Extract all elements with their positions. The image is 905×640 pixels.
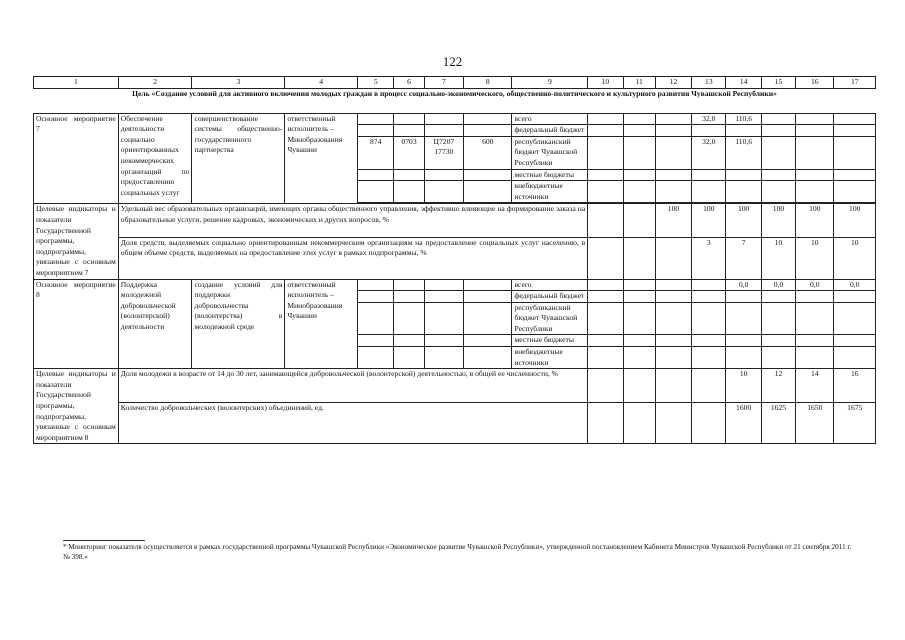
m7-src-rep: республиканский бюджет Чувашской Республики — [512, 136, 588, 169]
m7-src-ext: внебюджетные источники — [512, 181, 588, 203]
col-10: 10 — [588, 77, 623, 89]
col-14: 14 — [726, 77, 761, 89]
col-4: 4 — [285, 77, 358, 89]
col-5: 5 — [358, 77, 394, 89]
ind7-text-1: Удельный вес образовательных организаций, имеющих органы общественного управления, эффективно влияющие на формирование заказа на образовательные услуги, решение кадровых, экономических и других вопросов, % — [118, 204, 587, 237]
m7-exec: ответственный исполнитель – Минобразования Чувашии — [285, 113, 358, 204]
ind7-2-v16: 10 — [796, 237, 834, 279]
m8-name: Основное мероприятие 8 — [34, 279, 119, 369]
ind7-row-2 — [34, 237, 876, 279]
ind7-2-v17: 10 — [834, 237, 876, 279]
m7-vr: 600 — [464, 136, 512, 169]
ind8-1-v15: 12 — [761, 369, 795, 403]
ind7-2-v13: 3 — [692, 237, 726, 279]
m7-src-loc: местные бюджеты — [512, 169, 588, 181]
m8-src-total: всего — [512, 279, 588, 291]
m7-total-13: 32,0 — [692, 113, 726, 125]
m8-src-ext: внебюджетные источники — [512, 347, 588, 369]
m7-title: Обеспечение деятельности социально ориентированных некоммерческих организаций по предоставлению социальных услуг — [118, 113, 192, 204]
m8-total-14: 0,0 — [726, 279, 761, 291]
ind7-row-1 — [34, 204, 876, 237]
m8-total-15: 0,0 — [761, 279, 795, 291]
goal-text: Цель «Создание условий для активного включения молодых граждан в процесс социально-экономического, общественно-политического и культурного развития Чувашской Республики» — [34, 88, 876, 113]
col-6: 6 — [394, 77, 424, 89]
m7-total-14: 110,6 — [726, 113, 761, 125]
m8-total-16: 0,0 — [796, 279, 834, 291]
program-table — [33, 76, 876, 444]
m8-row-total — [34, 279, 876, 291]
m7-grbs: 874 — [358, 136, 394, 169]
m8-src-fed: федеральный бюджет — [512, 291, 588, 303]
ind7-2-v14: 7 — [726, 237, 761, 279]
footnote-divider — [63, 540, 145, 541]
m7-row-total — [34, 113, 876, 125]
col-17: 17 — [834, 77, 876, 89]
ind7-1-v15: 100 — [761, 204, 795, 237]
m8-title: Поддержка молодежной добровольческой (волонтерской) деятельности — [118, 279, 192, 369]
m7-rzpr: 0703 — [394, 136, 424, 169]
col-12: 12 — [655, 77, 691, 89]
ind8-2-v16: 1650 — [796, 403, 834, 444]
ind7-text-2: Доля средств, выделяемых социально ориентированным некоммерческим организациям на предоставление социальных услуг населению, в общем объеме средств, выделяемых на предоставление этих услуг в рамках подпрограммы, % — [118, 237, 587, 279]
m7-rep-13: 32,0 — [692, 136, 726, 169]
m8-src-loc: местные бюджеты — [512, 335, 588, 347]
ind7-label: Целевые индикаторы и показатели Государственной программы, подпрограммы, увязанные с основным мероприятием 7 — [34, 204, 119, 279]
ind8-2-v14: 1600 — [726, 403, 761, 444]
m7-name: Основное мероприятие 7 — [34, 113, 119, 204]
ind8-2-v15: 1625 — [761, 403, 795, 444]
m7-rep-14: 110,6 — [726, 136, 761, 169]
col-9: 9 — [512, 77, 588, 89]
m8-exec: ответственный исполнитель – Минобразования Чувашии — [285, 279, 358, 369]
m7-src-fed: федеральный бюджет — [512, 125, 588, 137]
page-number: 122 — [442, 54, 463, 69]
col-1: 1 — [34, 77, 119, 89]
ind8-text-1: Доля молодежи в возрасте от 14 до 30 лет, занимающейся добровольческой (волонтерской) деятельностью, в общей ее численности, % — [118, 369, 587, 403]
ind8-row-1 — [34, 369, 876, 403]
ind7-1-v13: 100 — [692, 204, 726, 237]
ind8-1-v16: 14 — [796, 369, 834, 403]
ind8-label: Целевые индикаторы и показатели Государственной программы, подпрограммы, увязанные с основным мероприятием 8 — [34, 369, 119, 444]
goal-row — [34, 88, 876, 113]
ind7-1-v17: 100 — [834, 204, 876, 237]
m8-src-rep: республиканский бюджет Чувашской Республики — [512, 302, 588, 335]
m7-desc: совершенствование системы общественно-государственного партнерства — [192, 113, 285, 204]
ind8-text-2: Количество добровольческих (волонтерских) объединений, ед. — [118, 403, 587, 444]
m7-src-total: всего — [512, 113, 588, 125]
col-3: 3 — [192, 77, 285, 89]
ind7-1-v16: 100 — [796, 204, 834, 237]
col-15: 15 — [761, 77, 795, 89]
footnote: * Мониторинг показателя осуществляется в рамках государственной программы Чувашской Республики «Экономическое развитие Чувашской Республики», утвержденной постановлением Кабинета Министров Чувашской Республики от 21 сентября 2011 г. № 398.» — [63, 543, 852, 561]
col-2: 2 — [118, 77, 192, 89]
m7-csr: Ц7207 17730 — [424, 136, 463, 169]
ind7-1-v12: 100 — [655, 204, 691, 237]
ind7-1-v14: 100 — [726, 204, 761, 237]
column-number-row — [34, 77, 876, 89]
ind8-2-v17: 1675 — [834, 403, 876, 444]
col-16: 16 — [796, 77, 834, 89]
col-11: 11 — [623, 77, 655, 89]
col-13: 13 — [692, 77, 726, 89]
ind8-1-v14: 10 — [726, 369, 761, 403]
m8-desc: создание условий для поддержки добровольчества (волонтерства) в молодежной среде — [192, 279, 285, 369]
m8-total-17: 0,0 — [834, 279, 876, 291]
col-7: 7 — [424, 77, 463, 89]
ind8-row-2 — [34, 403, 876, 444]
ind8-1-v17: 16 — [834, 369, 876, 403]
ind7-2-v15: 10 — [761, 237, 795, 279]
col-8: 8 — [464, 77, 512, 89]
